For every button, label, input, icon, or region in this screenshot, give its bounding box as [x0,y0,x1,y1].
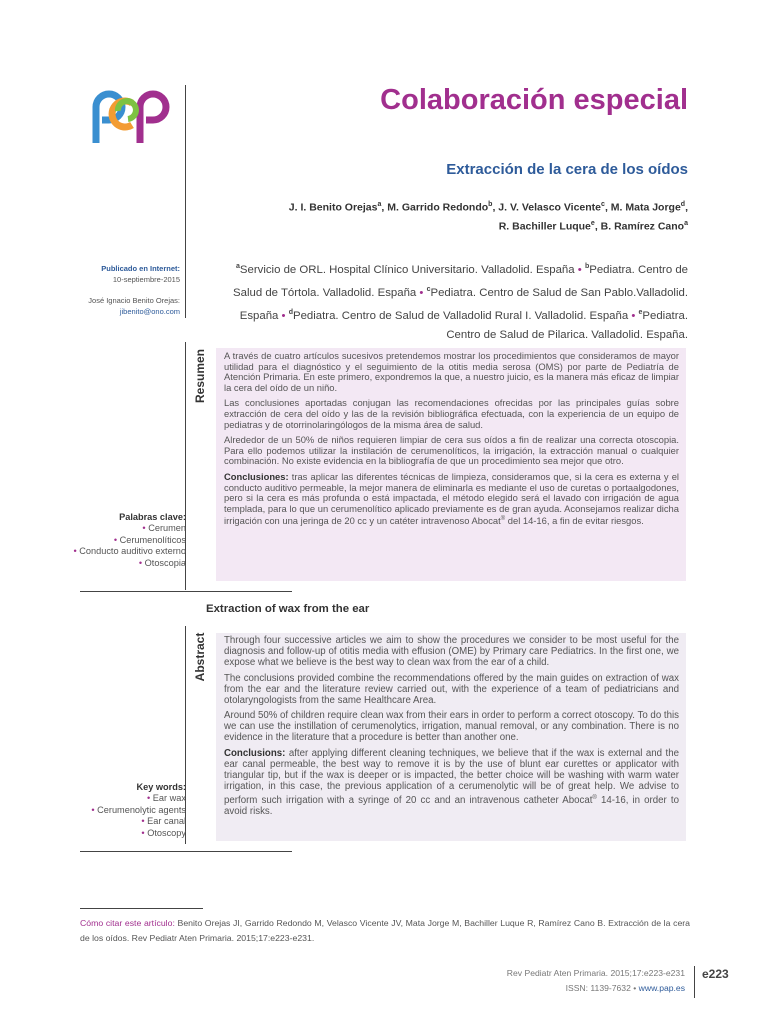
affiliation-item: Pediatra. Centro de Salud de Valladolid Rural I. Valladolid. España [292,309,629,322]
affiliations: $^a$Servicio de ORL. Hospital Clínico Universitario. Valladolid. España • $^b$Pediatra. Centro de Salud de Tórtola. Valladolid. España • $^c$Pediatra. Centro de Salud de San Pablo.Valladolid. España • $^d$Pediatra. Centro de Salud de Valladolid Rural I. Valladolid. España • $^e$Pediatra. Centro de Salud de Pilarica. Valladolid. España. [233,263,688,342]
published-date: 10-septiembre-2015 [112,275,180,284]
keyword-item: • Ear wax [147,793,186,804]
author-name: R. Bachiller Luque [498,220,591,233]
keywords-es-list [56,523,186,569]
abstract-title: Extraction of wax from the ear [206,603,370,615]
keyword-item: • Otoscopia [138,557,186,568]
abstract-conclusions-label: Conclusions: [224,748,286,760]
left-column-rule-top [185,85,186,318]
keyword-item: • Otoscopy [141,827,186,838]
contact-email-link[interactable]: jibenito@ono.com [119,307,180,316]
footer-journal: Rev Pediatr Aten Primaria. 2015;17:e223-e231 [506,968,685,978]
resumen-box [216,348,686,581]
keyword-item: • Cerumenolytic agents [91,804,186,815]
section-title: Colaboración especial [380,84,688,116]
abstract-paragraph-2: The conclusions provided combine the recommendations offered by the main guides on extraction of wax from the ear and the literature review carried out, with the experience of a team of pediatricians and otolaryngologists from the same Healthcare Area. [224,672,679,706]
separator-line [80,591,292,592]
resumen-conclusions: Conclusiones: tras aplicar las diferentes técnicas de limpieza, consideramos que, si la cera es externa y el conducto auditivo permeable, la mejor manera de eliminarla es mediante el uso de curetas o portaalgodones, pero si la cera es más profunda o está impactada, el método elegido será el lavado con irrigación de agua templada, para lo que un cerumenolítico aplicado previamente es de gran ayuda. Aconsejamos realizar dicha irrigación con una jeringa de 20 cc y un catéter intravenoso Abocat® del 14-16, a fin de evitar riesgos. [224,470,679,527]
affiliation-item: Pediatra. Centro de Salud de Tórtola. Valladolid. España [233,263,688,299]
page-number: e223 [702,967,729,981]
resumen-paragraph-3: Alrededor de un 50% de niños requieren limpiar de cera sus oídos a fin de realizar una correcta otoscopia. Para ello podemos utilizar la instilación de cerumenolíticos, la irrigación, la extracción manual o cualquier combinación. No existe evidencia en la bibliografía de que un procedimiento sea mejor que otro. [224,434,679,467]
citation-label: Cómo citar este artículo: [80,918,175,928]
authors-line-2: R. Bachiller Luque$^e$, B. Ramírez Cano$^a$ [498,220,688,233]
author-name: M. Mata Jorge [610,201,681,214]
citation-rule [80,908,203,909]
keyword-item: • Cerumen [142,523,186,534]
resumen-paragraph-2: Las conclusiones aportadas conjugan las recomendaciones ofrecidas por las principales guías sobre extracción de cera del oído y las de la revisión bibliográfica efectuada, con la experiencia de un equipo de pediatras y de otorrinolaringólogos de la misma área de salud. [224,397,679,430]
keyword-item: • Cerumenolíticos [113,534,186,545]
article-title: Extracción de la cera de los oídos [446,161,688,178]
citation-text: Benito Orejas JI, Garrido Redondo M, Velasco Vicente JV, Mata Jorge M, Bachiller Luque R, Ramírez Cano B. Extracción de la cera de los oídos. Rev Pediatr Aten Primaria. 2015;17:e223-e231. [80,918,690,943]
citation [80,916,690,946]
abstract-paragraph-1: Through four successive articles we aim to show the procedures we consider to be most useful for the diagnosis and follow-up of otitis media with effusion (OME) by Primary care Pediatrics. In the first one, we expose what we believe is the best way to clean wax from the ear of a child. [224,635,679,668]
affiliation-item: Servicio de ORL. Hospital Clínico Universitario. Valladolid. España [239,263,575,276]
footer-issn: ISSN: 1139-7632 • www.pap.es [565,983,685,993]
pap-logo [90,85,170,145]
footer-rule [694,966,695,998]
keywords-en [56,782,186,839]
resumen-label: Resumen [193,348,207,404]
resumen-paragraph-1: A través de cuatro artículos sucesivos pretendemos mostrar los procedimientos que consideramos de mayor utilidad para el diagnóstico y el seguimiento de la otitis media serosa (OMS) por parte de Pediatría de Atención Primaria. En este primero, expondremos la que, a nuestro juicio, es la manera más eficaz de limpiar la cera del oído de un niño. [224,350,679,393]
author-name: J. I. Benito Orejas [288,201,378,214]
keywords-es [56,512,186,569]
resumen-conclusions-label: Conclusiones: [224,470,289,482]
author-name: J. V. Velasco Vicente [498,201,602,214]
affiliation-item: Pediatra. Centro de Salud de Pilarica. Valladolid. España. [446,309,688,342]
author-name: B. Ramírez Cano [600,220,685,233]
abstract-conclusions: Conclusions: after applying different cleaning techniques, we believe that if the wax is external and the ear canal permeable, the best way to remove it is by the use of blunt ear curettes or applicator with triangular tip, but if the wax is deeper or is impacted, the better choice will be washing with warm water irrigation, in this case, the previous application of a cerumenolytic will be of great help. We advise to perform such irrigation with a syringe of 20 cc and an intravenous catheter Abocat® 14-16, in order to avoid risks. [224,748,679,817]
published-label: Publicado en Internet: [101,264,180,273]
affiliation-item: Pediatra. Centro de Salud de San Pablo.Valladolid. España [239,286,688,322]
keywords-en-list [56,793,186,839]
contact-name: José Ignacio Benito Orejas: [88,296,180,305]
abstract-box [216,633,686,841]
keywords-en-title: Key words: [136,782,186,792]
abstract-label: Abstract [193,632,207,682]
keyword-item: • Ear canal [141,816,186,827]
keywords-es-title: Palabras clave: [119,512,186,522]
keyword-item: • Conducto auditivo externo [73,546,186,557]
author-name: M. Garrido Redondo [387,201,489,214]
abstract-paragraph-3: Around 50% of children require clean wax from their ears in order to perform a correct otoscopy. To do this we can use the instillation of cerumenolytics, irrigation, manual removal, or any combination. There is no evidence in the literature that a procedure is better than another one. [224,710,679,744]
publication-info [50,263,180,317]
footer-website-link[interactable]: www.pap.es [638,983,685,993]
authors-line-1: J. I. Benito Orejas$^a$, M. Garrido Redondo$^b$, J. V. Velasco Vicente$^c$, M. Mata Jorge$^d$, [288,201,688,214]
separator-line-bottom [80,851,292,852]
